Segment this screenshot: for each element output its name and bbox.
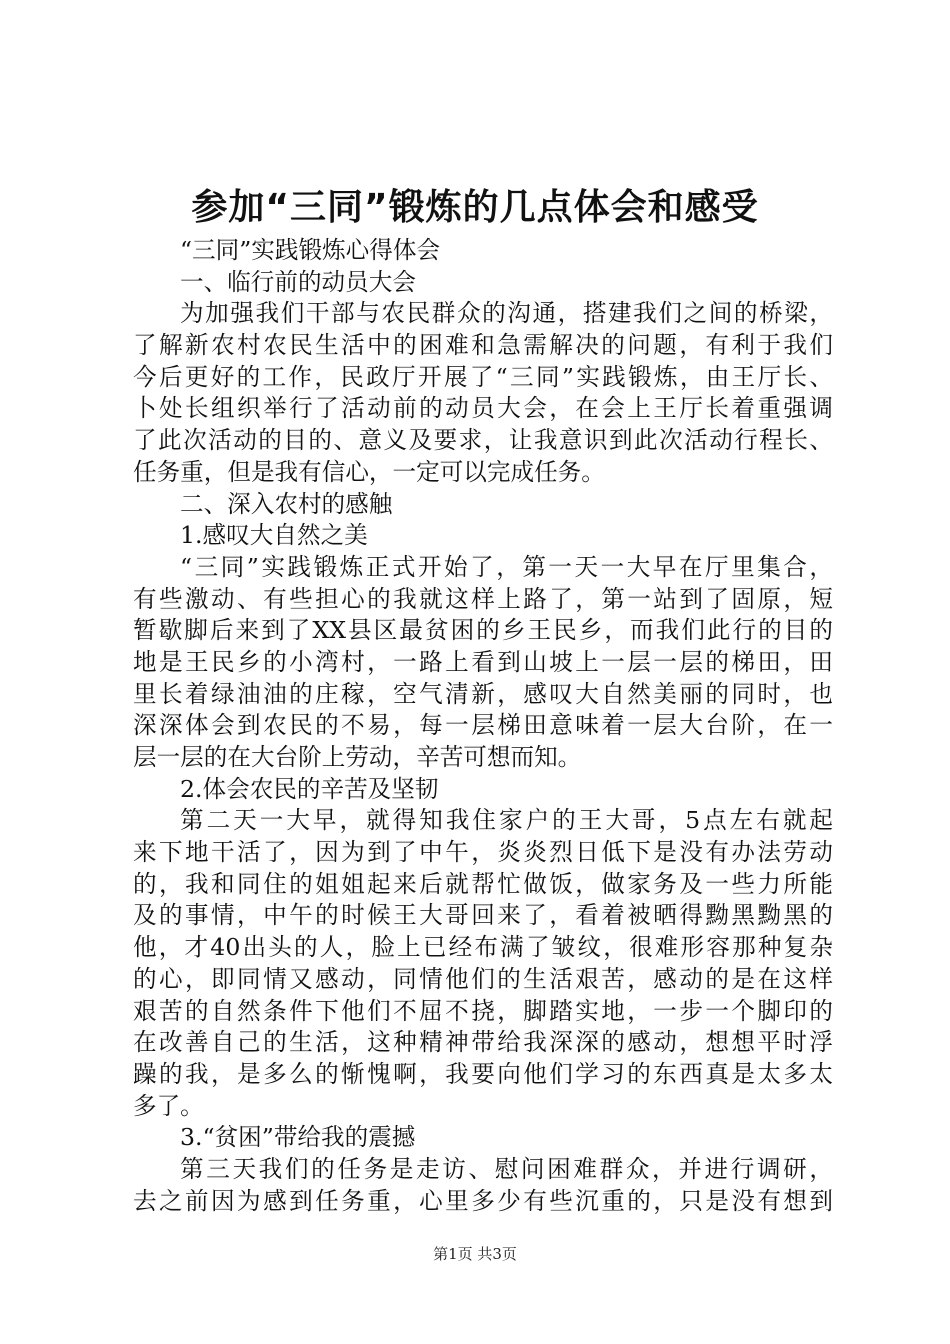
paragraph-line: 为加强我们干部与农民群众的沟通，搭建我们之间的桥梁， (180, 299, 833, 328)
paragraph-line: 2.体会农民的辛苦及坚韧 (180, 774, 439, 803)
paragraph-line: 躁的我，是多么的惭愧啊，我要向他们学习的东西真是太多太 (133, 1059, 833, 1088)
paragraph-line: 层一层的在大台阶上劳动，辛苦可想而知。 (133, 743, 582, 771)
paragraph-line: 今后更好的工作，民政厅开展了“三同”实践锻炼，由王厅长、 (133, 362, 833, 391)
paragraph-line: 深深体会到农民的不易，每一层梯田意味着一层大台阶，在一 (133, 711, 833, 740)
paragraph-line: 卜处长组织举行了活动前的动员大会，在会上王厅长着重强调 (133, 394, 833, 423)
paragraph-line: 多了。 (133, 1091, 204, 1120)
paragraph-line: 在改善自己的生活，这种精神带给我深深的感动，想想平时浮 (133, 1028, 833, 1057)
paragraph-line: 的，我和同住的姐姐起来后就帮忙做饭，做家务及一些力所能 (133, 869, 833, 898)
paragraph-line: 的心，即同情又感动，同情他们的生活艰苦，感动的是在这样 (133, 964, 833, 993)
paragraph-line: 来下地干活了，因为到了中午，炎炎烈日低下是没有办法劳动 (133, 838, 833, 867)
page-footer: 第1页 共3页 (433, 1245, 517, 1263)
paragraph-line: 第二天一大早，就得知我住家户的王大哥，5点左右就起 (180, 806, 833, 835)
paragraph-line: 地是王民乡的小湾村，一路上看到山坡上一层一层的梯田，田 (133, 647, 833, 676)
document-body (133, 235, 833, 1217)
paragraph-line: 了解新农村农民生活中的困难和急需解决的问题，有利于我们 (133, 331, 833, 360)
paragraph-line: 第三天我们的任务是走访、慰问困难群众，并进行调研， (180, 1154, 833, 1183)
paragraph-line: 二、深入农村的感触 (180, 489, 393, 518)
paragraph-line: 及的事情，中午的时候王大哥回来了，看着被晒得黝黑黝黑的 (133, 901, 833, 930)
paragraph-line: 了此次活动的目的、意义及要求，让我意识到此次活动行程长、 (133, 426, 833, 455)
paragraph-line: “三同”实践锻炼心得体会 (180, 236, 441, 264)
paragraph-line: 一、临行前的动员大会 (180, 267, 416, 296)
paragraph-line: 暂歇脚后来到了XX县区最贫困的乡王民乡，而我们此行的目的 (133, 616, 833, 645)
paragraph-line: 有些激动、有些担心的我就这样上路了，第一站到了固原，短 (133, 584, 833, 613)
paragraph-line: 3.“贫困”带给我的震撼 (180, 1123, 416, 1152)
paragraph-line: 艰苦的自然条件下他们不屈不挠，脚踏实地，一步一个脚印的 (133, 996, 833, 1025)
paragraph-line: 1.感叹大自然之美 (180, 521, 368, 550)
document-title: 参加“三同”锻炼的几点体会和感受 (191, 187, 759, 228)
paragraph-line: 去之前因为感到任务重，心里多少有些沉重的，只是没有想到 (133, 1186, 833, 1215)
paragraph-line: 里长着绿油油的庄稼，空气清新，感叹大自然美丽的同时，也 (133, 679, 833, 708)
paragraph-line: 任务重，但是我有信心，一定可以完成任务。 (133, 457, 605, 486)
paragraph-line: 他，才40出头的人，脸上已经布满了皱纹，很难形容那种复杂 (133, 933, 833, 962)
paragraph-line: “三同”实践锻炼正式开始了，第一天一大早在厅里集合， (180, 552, 833, 581)
